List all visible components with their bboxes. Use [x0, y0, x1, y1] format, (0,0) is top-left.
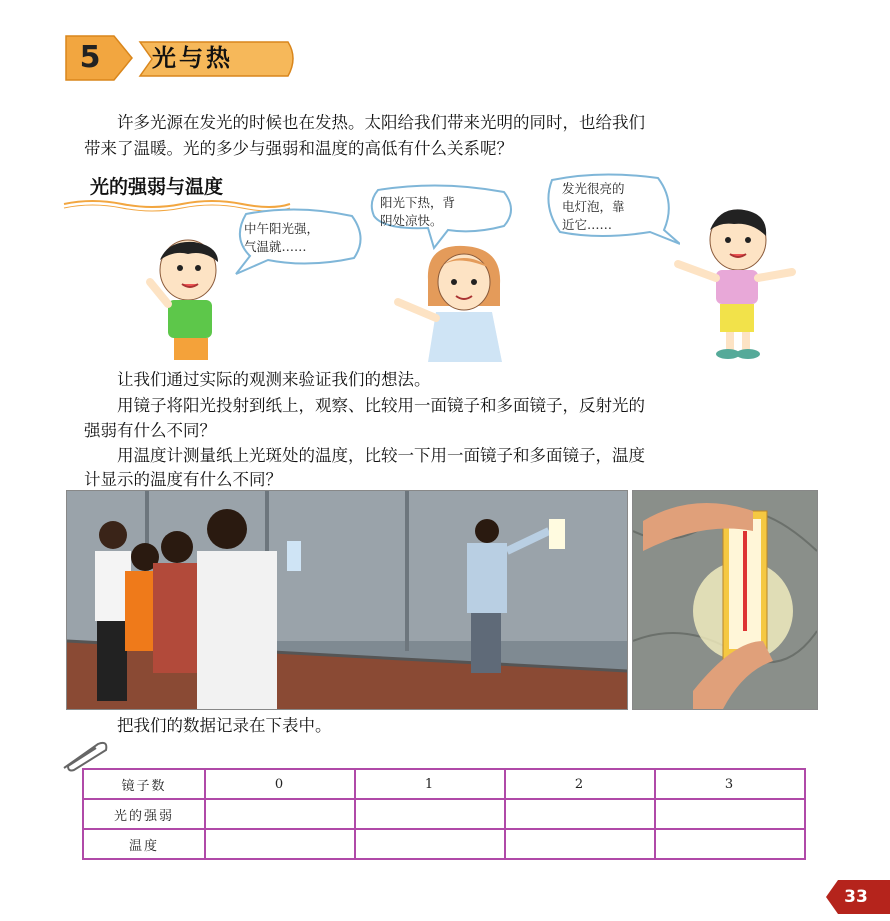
table-cell[interactable]: [205, 829, 355, 859]
bubble-boy-right-line-2: 电灯泡，靠: [562, 199, 625, 214]
cartoon-boy-right: [668, 206, 800, 362]
body-paragraph-2-line-1: 用镜子将阳光投射到纸上，观察、比较用一面镜子和多面镜子，反射光的: [117, 396, 645, 415]
table-cell[interactable]: [505, 829, 655, 859]
lesson-number: 5: [79, 40, 101, 75]
table-col-header: 0: [205, 769, 355, 799]
table-cell[interactable]: [355, 829, 505, 859]
bubble-boy-left-line-2: 气温就……: [244, 239, 307, 254]
page-number: 33: [844, 887, 868, 907]
table-row: [83, 829, 805, 859]
table-cell[interactable]: [355, 799, 505, 829]
body-paragraph-2-line-2: 强弱有什么不同？: [84, 421, 216, 440]
intro-line-2: 带来了温暖。光的多少与强弱和温度的高低有什么关系呢？: [84, 139, 513, 158]
table-cell[interactable]: [505, 799, 655, 829]
table-col-header: 1: [355, 769, 505, 799]
table-cell[interactable]: [655, 829, 805, 859]
data-table: [82, 768, 806, 860]
cartoon-girl: [392, 240, 522, 362]
photo-thermometer-light-spot: [632, 490, 818, 710]
table-row: [83, 799, 805, 829]
paperclip-icon: [60, 738, 110, 772]
table-cell[interactable]: [205, 799, 355, 829]
table-row-label: 温度: [83, 829, 205, 859]
body-paragraph-3-line-2: 计显示的温度有什么不同？: [84, 470, 282, 489]
section-heading: 光的强弱与温度: [90, 176, 224, 198]
bubble-boy-right-line-1: 发光很亮的: [562, 181, 625, 196]
intro-line-1: 许多光源在发光的时候也在发热。太阳给我们带来光明的同时，也给我们: [117, 113, 645, 132]
table-row-label: 光的强弱: [83, 799, 205, 829]
body-paragraph-3-line-1: 用温度计测量纸上光斑处的温度，比较一下用一面镜子和多面镜子，温度: [117, 446, 645, 465]
lesson-title: 光与热: [152, 44, 233, 72]
body-paragraph-4: 把我们的数据记录在下表中。: [117, 716, 332, 735]
table-header-row: [83, 769, 805, 799]
bubble-boy-right-line-3: 近它……: [562, 217, 613, 232]
table-col-header: 2: [505, 769, 655, 799]
bubble-boy-left-line-1: 中午阳光强，: [244, 221, 320, 236]
bubble-girl-line-1: 阳光下热，背: [380, 195, 456, 210]
photo-students-reflecting-sunlight: [66, 490, 628, 710]
table-cell[interactable]: [655, 799, 805, 829]
table-header-label: 镜子数: [83, 769, 205, 799]
body-paragraph-1: 让我们通过实际的观测来验证我们的想法。: [117, 370, 431, 389]
table-col-header: 3: [655, 769, 805, 799]
cartoon-boy-left: [138, 238, 238, 362]
bubble-girl-line-2: 阴处凉快。: [380, 213, 443, 228]
